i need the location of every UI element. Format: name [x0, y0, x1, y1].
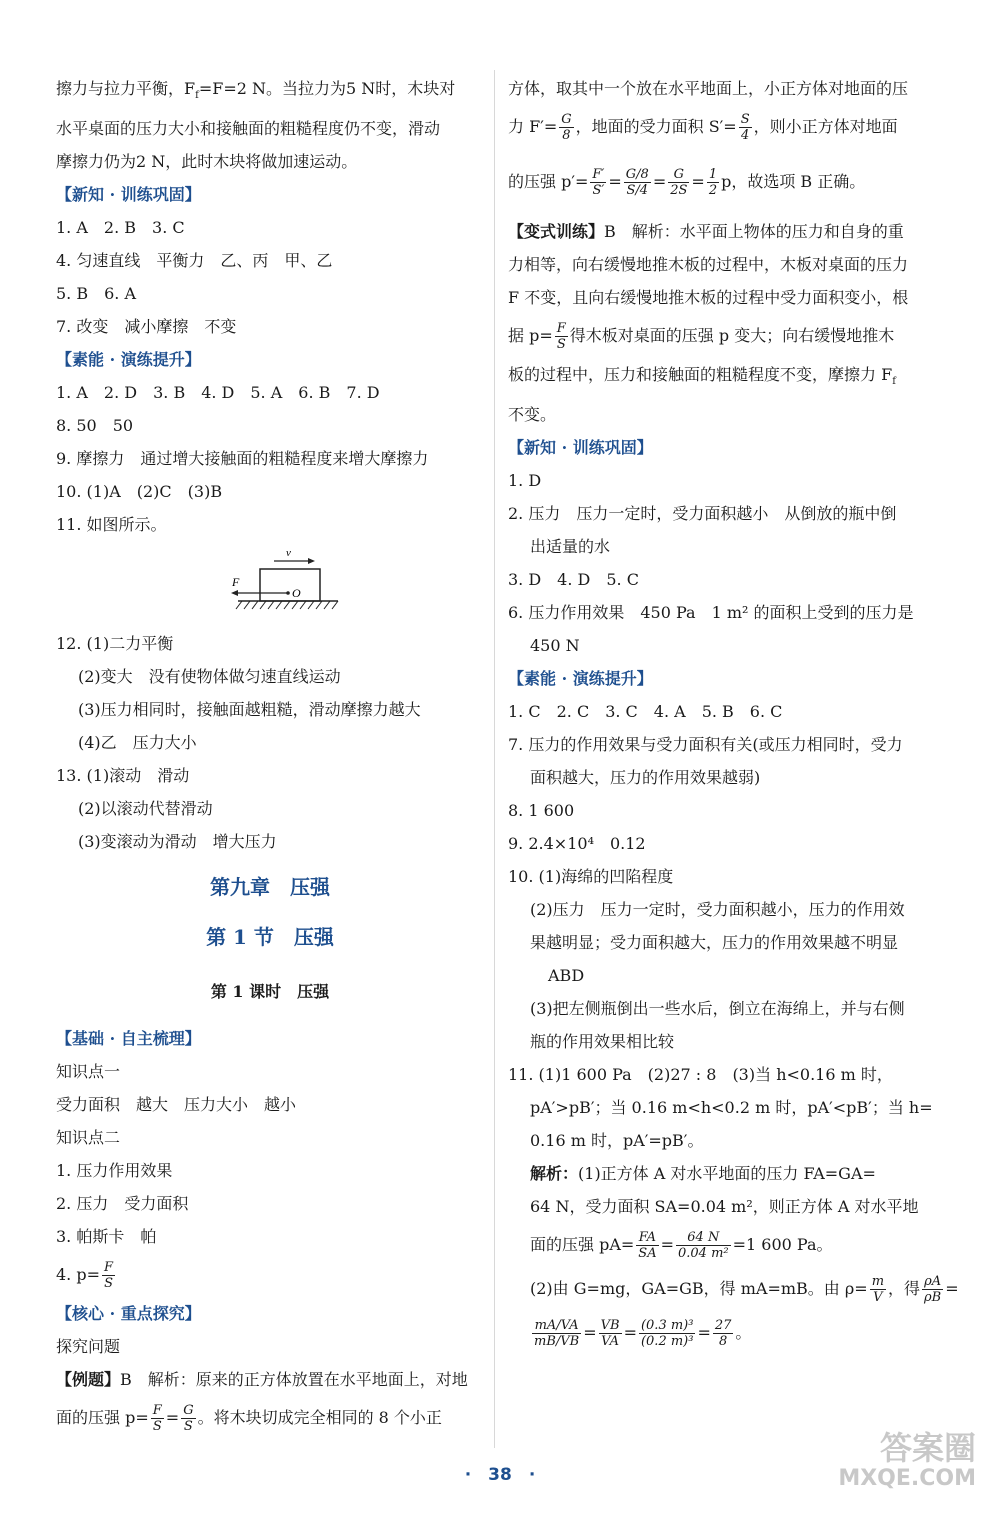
velocity-label: v [286, 547, 291, 560]
left-column [56, 72, 484, 1440]
answer-line: 7. 改变 减小摩擦 不变 [56, 317, 237, 337]
text-line: 板的过程中，压力和接触面的粗糙程度不变，摩擦力 $F_f$ [508, 365, 896, 388]
section-heading: 【素能 · 演练提升】 [508, 669, 653, 689]
answer-line: 果越明显；受力面积越大，压力的作用效果越不明显 [530, 933, 899, 953]
answer-line: 出适量的水 [530, 537, 611, 557]
example-line: 【例题】B 解析：原来的正方体放置在水平地面上，对地 [56, 1370, 468, 1390]
answer-line: ABD [548, 966, 585, 986]
answer-line: 1. 压力作用效果 [56, 1161, 173, 1181]
answer-line: 8. 1 600 [508, 801, 575, 821]
watermark-url: MXQE.COM [838, 1466, 976, 1491]
section-heading: 【新知 · 训练巩固】 [56, 185, 201, 205]
answer-line: 9. 2.4×10⁴ 0.12 [508, 834, 646, 854]
solution-line: 解析：(1)正方体 A 对水平地面的压力 FA=GA= [530, 1164, 876, 1184]
pressure-formula: 4. p= $\frac{F}{S}$ [56, 1260, 114, 1292]
answer-line: 3. D 4. D 5. C [508, 570, 639, 590]
text-line: 【变式训练】B 解析：水平面上物体的压力和自身的重 [508, 222, 904, 241]
text-line: 方体，取其中一个放在水平地面上，小正方体对地面的压 [508, 79, 909, 98]
right-column [508, 72, 959, 1355]
answer-line: 2. 压力 受力面积 [56, 1194, 189, 1214]
answer-line: 1. D [508, 471, 542, 491]
page-number: · 38 · [464, 1465, 536, 1485]
ground-hatching [236, 601, 338, 609]
section-heading: 【素能 · 演练提升】 [56, 350, 201, 370]
text-line: 水平桌面的压力大小和接触面的粗糙程度仍不变，滑动 [56, 119, 441, 139]
watermark-logo-text: 答案圈 [879, 1429, 976, 1467]
text-line: 摩擦力仍为2 N，此时木块将做加速运动。 [56, 152, 358, 172]
answer-line: 9. 摩擦力 通过增大接触面的粗糙程度来增大摩擦力 [56, 449, 429, 469]
friction-diagram [56, 541, 484, 627]
answer-line: 6. 压力作用效果 450 Pa 1 m² 的面积上受到的压力是 [508, 603, 914, 623]
solution-line: 面的压强 pA= $\frac{FA}{SA}$ = $\frac{64 N}{\text{0.04 m²}}$ =1 600 Pa。 [530, 1230, 833, 1262]
answer-line: (3)压力相同时，接触面越粗糙，滑动摩擦力越大 [78, 700, 421, 720]
answer-line: 0.16 m 时，pA′=pB′。 [530, 1131, 704, 1151]
answer-line: 10. (1)A (2)C (3)B [56, 482, 223, 502]
center-label: O [292, 586, 301, 601]
answer-line: (3)变滚动为滑动 增大压力 [78, 832, 277, 852]
subheading: 探究问题 [56, 1337, 121, 1357]
answer-line: 1. A 2. D 3. B 4. D 5. A 6. B 7. D [56, 383, 380, 403]
lesson-title: 第 1 课时 压强 [210, 982, 330, 1002]
section-heading: 【新知 · 训练巩固】 [508, 438, 653, 458]
answer-line: 10. (1)海绵的凹陷程度 [508, 867, 674, 887]
knowledge-point: 知识点一 [56, 1062, 121, 1082]
knowledge-point: 知识点二 [56, 1128, 121, 1148]
answer-line: 8. 50 50 [56, 416, 134, 436]
answer-line: pA′>pB′；当 0.16 m<h<0.2 m 时，pA′<pB′；当 h= [530, 1098, 933, 1118]
solution-line: (2)由 G=mg，GA=GB，得 mA=mB。由 ρ= $\frac{m}{V}$ ，得 $\frac{\rho A}{\rho B}$ = [530, 1274, 959, 1306]
answer-line: 11. 如图所示。 [56, 515, 167, 535]
answer-line: 1. A 2. B 3. C [56, 218, 185, 238]
text-line: 据 p= $\frac{F}{S}$ 得木板对桌面的压强 p 变大；向右缓慢地推木 [508, 321, 895, 352]
answer-line: (2)压力 压力一定时，受力面积越小，压力的作用效 [530, 900, 905, 920]
section-title: 第 1 节 压强 [206, 925, 334, 950]
answer-line: 受力面积 越大 压力大小 越小 [56, 1095, 297, 1115]
answer-line: (2)以滚动代替滑动 [78, 799, 213, 819]
velocity-arrow-head [308, 558, 315, 564]
answer-line: (4)乙 压力大小 [78, 733, 197, 753]
text-line: 不变。 [508, 405, 557, 425]
column-divider [494, 70, 495, 1448]
answer-line: 1. C 2. C 3. C 4. A 5. B 6. C [508, 702, 783, 722]
solution-line: $\frac{mA/VA}{mB/VB}$ = $\frac{VB}{VA}$ = $\frac{\text{(0.3 m)³}}{\text{(0.2 m)³}}$ = $\frac{27}{8}$ 。 [534, 1318, 752, 1350]
answer-line: 瓶的作用效果相比较 [530, 1032, 675, 1052]
section-heading: 【核心 · 重点探究】 [56, 1304, 201, 1324]
friction-arrow-head [231, 590, 238, 596]
text-line: 力相等，向右缓慢地推木板的过程中，木板对桌面的压力 [508, 255, 909, 274]
solution-line: 64 N，受力面积 SA=0.04 m²，则正方体 A 对水平地 [530, 1197, 919, 1217]
answer-line: 4. 匀速直线 平衡力 乙、丙 甲、乙 [56, 251, 333, 271]
answer-line: 5. B 6. A [56, 284, 137, 304]
answer-line: 13. (1)滚动 滑动 [56, 766, 190, 786]
answer-line: 450 N [530, 636, 580, 656]
watermark [838, 1430, 976, 1492]
answer-line: 12. (1)二力平衡 [56, 634, 174, 654]
text-line: 的压强 p′= $\frac{F'}{S'}$ = $\frac{G/8}{S/4}$ = $\frac{G}{2S}$ = $\frac{1}{2}$ p，故选项 B 正确。 [508, 167, 866, 198]
text-line: F 不变，且向右缓慢地推木板的过程中受力面积变小，根 [508, 288, 909, 307]
answer-line: (3)把左侧瓶倒出一些水后，倒立在海绵上，并与右侧 [530, 999, 905, 1019]
answer-line: 11. (1)1 600 Pa (2)27 : 8 (3)当 h<0.16 m 时， [508, 1065, 893, 1085]
answer-line: (2)变大 没有使物体做匀速直线运动 [78, 667, 341, 687]
answer-line: 面积越大，压力的作用效果越弱) [530, 768, 761, 788]
chapter-title: 第九章 压强 [210, 875, 330, 900]
answer-line: 3. 帕斯卡 帕 [56, 1227, 157, 1247]
answer-line: 2. 压力 压力一定时，受力面积越小 从倒放的瓶中倒 [508, 504, 897, 524]
text-line: 力 F′= $\frac{G}{8}$ ，地面的受力面积 S′= $\frac{S}{4}$ ，则小正方体对地面 [508, 112, 898, 143]
example-line: 面的压强 p= $\frac{F}{S}$ = $\frac{G}{S}$ 。将木块切成完全相同的 8 个小正 [56, 1403, 442, 1435]
answer-line: 7. 压力的作用效果与受力面积有关(或压力相同时，受力 [508, 735, 903, 755]
text-line: 擦力与拉力平衡，$F_f=F=2$ N。当拉力为5 N时，木块对 [56, 79, 456, 102]
center-point [286, 591, 290, 595]
friction-label: F [232, 575, 240, 590]
section-heading: 【基础 · 自主梳理】 [56, 1029, 201, 1049]
wood-block [260, 569, 320, 601]
force-diagram-svg [56, 541, 484, 627]
